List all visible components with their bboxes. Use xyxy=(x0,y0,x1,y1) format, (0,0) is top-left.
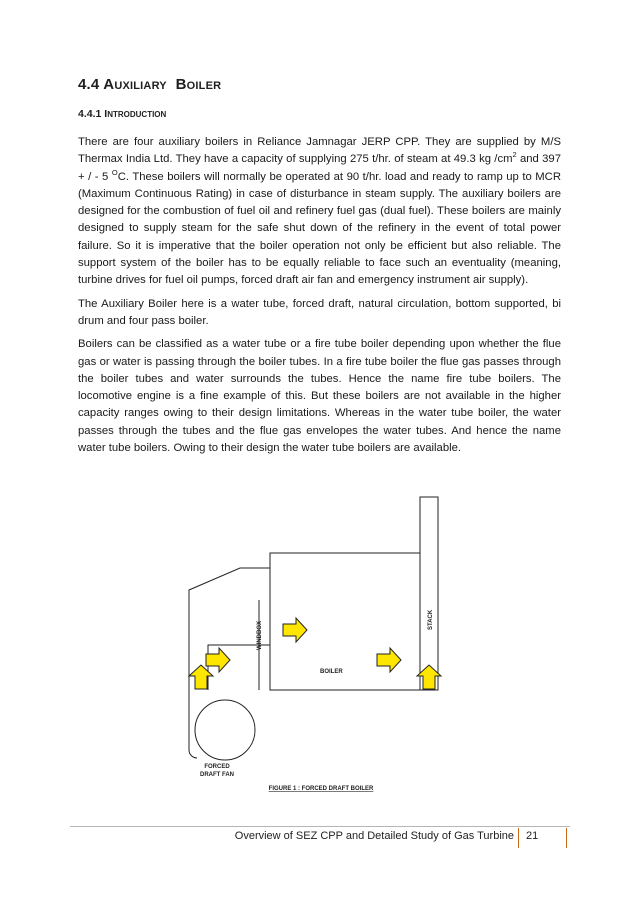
flow-arrow-right-1 xyxy=(206,648,230,672)
boiler-label: BOILER xyxy=(320,669,343,675)
arrow-group xyxy=(189,618,441,689)
paragraph-1 xyxy=(78,134,561,290)
section-title-initial: A xyxy=(103,76,115,93)
figure-caption: FIGURE 1 : FORCED DRAFT BOILER xyxy=(268,786,374,792)
paragraph-1-text-c: C. These boilers will normally be operated at 90 t/hr. load and ready to ramp up to MCR (Maximum Continuous Rating) in case of disturbance in steam supply. The auxiliary boilers are designed for the combustion of fuel oil and refinery fuel gas (dual fuel). These boilers are mainly designed to supply steam for the safe shut down of the refinery in the event of total power failure. So it is imperative that the boiler operation not only be efficient but also reliable. The support system of the boiler has to be equally reliable to face such an eventuality (meaning, turbine drives for fuel oil pumps, forced draft air fan and emergency instrument air supply). xyxy=(78,170,561,287)
superscript-degree: O xyxy=(111,167,118,177)
duct-inner-line xyxy=(208,645,270,690)
subsection-title-rest: NTRODUCTION xyxy=(107,110,167,119)
flow-arrow-right-2 xyxy=(283,618,307,642)
paragraph-1-text-b: and 397 + / - 5 xyxy=(78,153,561,183)
body-text xyxy=(78,134,561,463)
forced-draft-fan-circle xyxy=(195,700,255,760)
windbox-label: WINDBOX xyxy=(257,621,263,650)
flow-arrow-up-fan xyxy=(189,665,213,689)
subsection-title-initial: I xyxy=(104,108,108,120)
footer-accent-bar xyxy=(518,828,519,848)
paragraph-2: The Auxiliary Boiler here is a water tube, forced draft, natural circulation, bottom supported, bi drum and four pass boiler. xyxy=(78,297,561,327)
footer-title: Overview of SEZ CPP and Detailed Study of Gas Turbine xyxy=(234,830,514,842)
section-heading xyxy=(78,76,221,93)
section-title-rest-2: OILER xyxy=(186,80,222,92)
superscript-squared: 2 xyxy=(512,150,517,160)
section-number: 4.4 xyxy=(78,76,100,93)
paragraph-3: Boilers can be classified as a water tube or a fire tube boiler depending upon whether the flue gas or water is passing through the boiler tubes. In a fire tube boiler the flue gas passes through the boiler tubes and water surrounds the tubes. Hence the name fire tube boilers. The locomotive engine is a fine example of this. But these boilers are not available in the higher capacity ranges owing to their design limitations. Whereas in the water tube boiler, the water passes through the tubes and the flue gas envelopes the water tubes. And hence the name water tube boilers. Owing to their design the water tube boilers are available. xyxy=(78,338,561,455)
subsection-number: 4.4.1 xyxy=(78,108,102,120)
section-title-initial-2: B xyxy=(175,76,187,93)
flow-arrow-up-stack xyxy=(417,665,441,689)
boiler-box xyxy=(270,553,420,690)
page-number: 21 xyxy=(526,830,539,842)
section-title-rest: UXILIARY xyxy=(114,80,167,92)
subsection-heading xyxy=(78,108,166,120)
stack-label: STACK xyxy=(428,609,434,630)
stack-outline xyxy=(420,497,438,690)
paragraph-1-text-a: There are four auxiliary boilers in Reliance Jamnagar JERP CPP. They are supplied by M/S Thermax India Ltd. They have a capacity of supplying 275 t/hr. of steam at 49.3 kg /cm xyxy=(78,136,561,166)
flow-arrow-right-3 xyxy=(377,648,401,672)
fan-label-line-1: FORCED xyxy=(204,764,230,770)
footer-accent-bar-right xyxy=(566,828,567,848)
duct-outer-line xyxy=(189,568,270,758)
footer-divider xyxy=(70,826,570,827)
fan-label-line-2: DRAFT FAN xyxy=(200,772,234,778)
